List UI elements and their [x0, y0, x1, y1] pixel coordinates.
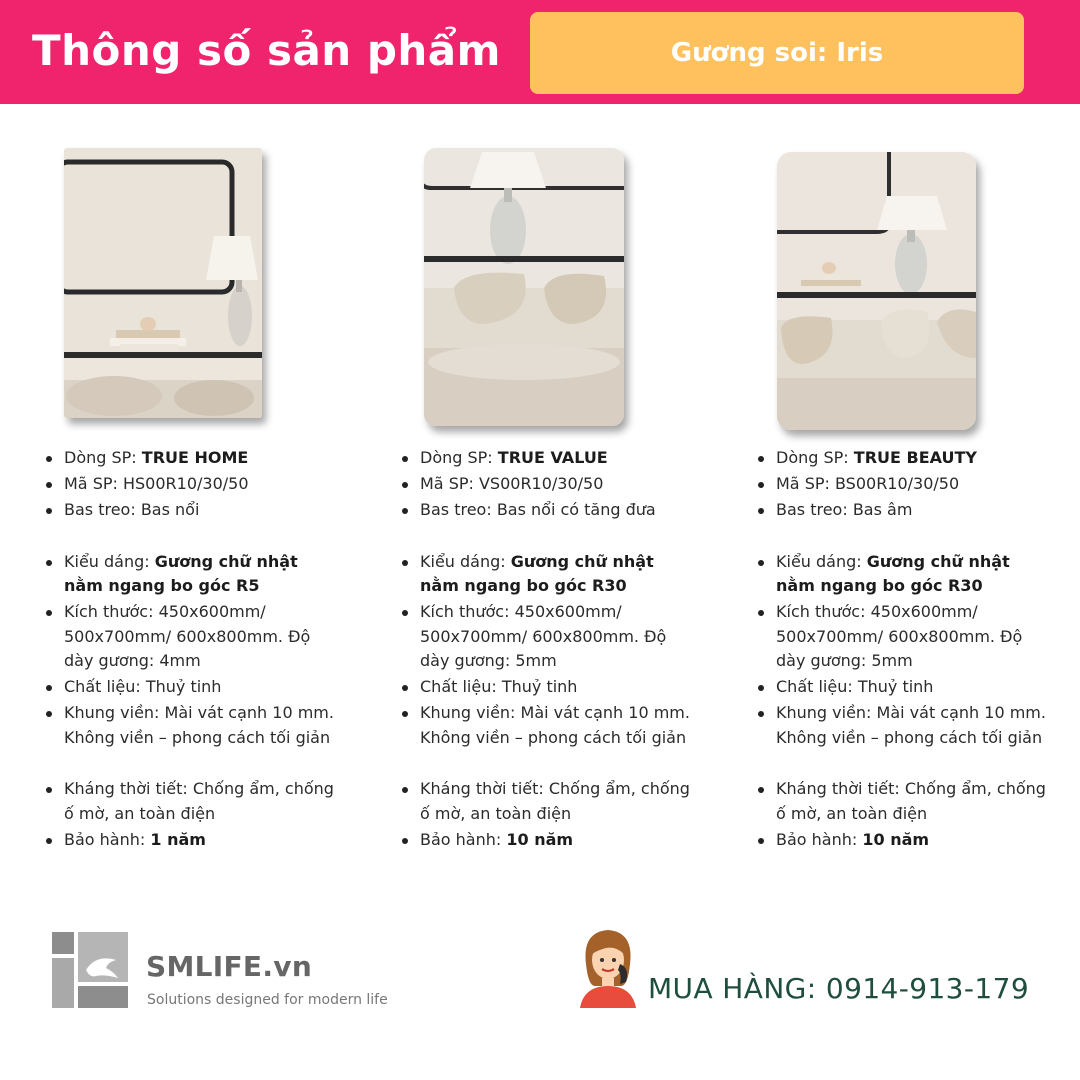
smlife-logo-icon: [52, 932, 128, 1008]
spec-group-design: [400, 550, 690, 751]
spec-product-code: Mã SP: VS00R10/30/50: [400, 472, 690, 497]
spec-frame: Khung viền: Mài vát cạnh 10 mm. Không viền – phong cách tối giản: [400, 701, 690, 750]
spec-warranty: Bảo hành: 1 năm: [44, 828, 334, 853]
spec-style: Kiểu dáng: Gương chữ nhật nằm ngang bo góc R30: [756, 550, 1046, 599]
spec-weather: Kháng thời tiết: Chống ẩm, chống ố mờ, an toàn điện: [756, 777, 1046, 826]
spec-size: Kích thước: 450x600mm/ 500x700mm/ 600x800mm. Độ dày gương: 5mm: [756, 600, 1046, 674]
spec-mount: Bas treo: Bas nổi có tăng đưa: [400, 498, 690, 523]
spec-group-durability: [44, 777, 334, 852]
spec-style: Kiểu dáng: Gương chữ nhật nằm ngang bo góc R30: [400, 550, 690, 599]
spec-column-true-home: [44, 446, 334, 879]
spec-weather: Kháng thời tiết: Chống ẩm, chống ố mờ, an toàn điện: [44, 777, 334, 826]
spec-group-durability: [400, 777, 690, 852]
spec-column-true-value: [400, 446, 690, 879]
spec-material: Chất liệu: Thuỷ tinh: [756, 675, 1046, 700]
product-image-true-beauty: [777, 152, 976, 430]
product-image-true-value: [424, 148, 624, 426]
spec-product-code: Mã SP: BS00R10/30/50: [756, 472, 1046, 497]
spec-style: Kiểu dáng: Gương chữ nhật nằm ngang bo góc R5: [44, 550, 334, 599]
brand-name: SMLIFE.vn: [146, 950, 313, 983]
spec-material: Chất liệu: Thuỷ tinh: [44, 675, 334, 700]
header-banner: [0, 0, 1080, 104]
spec-warranty: Bảo hành: 10 năm: [400, 828, 690, 853]
spec-mount: Bas treo: Bas âm: [756, 498, 1046, 523]
spec-weather: Kháng thời tiết: Chống ẩm, chống ố mờ, an toàn điện: [400, 777, 690, 826]
spec-product-line: Dòng SP: TRUE BEAUTY: [756, 446, 1046, 471]
spec-group-durability: [756, 777, 1046, 852]
product-badge: [530, 12, 1024, 94]
page-title: Thông số sản phẩm: [32, 26, 501, 75]
spec-group-basic: [44, 446, 334, 523]
spec-group-design: [44, 550, 334, 751]
spec-group-basic: [400, 446, 690, 523]
spec-warranty: Bảo hành: 10 năm: [756, 828, 1046, 853]
call-center-agent-icon: [576, 924, 640, 1008]
spec-group-basic: [756, 446, 1046, 523]
spec-size: Kích thước: 450x600mm/ 500x700mm/ 600x800mm. Độ dày gương: 4mm: [44, 600, 334, 674]
spec-frame: Khung viền: Mài vát cạnh 10 mm. Không viền – phong cách tối giản: [756, 701, 1046, 750]
spec-product-code: Mã SP: HS00R10/30/50: [44, 472, 334, 497]
product-badge-label: Gương soi: Iris: [670, 38, 884, 68]
spec-product-line: Dòng SP: TRUE VALUE: [400, 446, 690, 471]
spec-mount: Bas treo: Bas nổi: [44, 498, 334, 523]
spec-column-true-beauty: [756, 446, 1046, 879]
spec-frame: Khung viền: Mài vát cạnh 10 mm. Không viền – phong cách tối giản: [44, 701, 334, 750]
brand-tagline: Solutions designed for modern life: [147, 992, 388, 1008]
spec-product-line: Dòng SP: TRUE HOME: [44, 446, 334, 471]
spec-material: Chất liệu: Thuỷ tinh: [400, 675, 690, 700]
spec-group-design: [756, 550, 1046, 751]
product-image-true-home: [64, 148, 262, 418]
spec-size: Kích thước: 450x600mm/ 500x700mm/ 600x800mm. Độ dày gương: 5mm: [400, 600, 690, 674]
hotline-text: MUA HÀNG: 0914-913-179: [648, 972, 1030, 1005]
